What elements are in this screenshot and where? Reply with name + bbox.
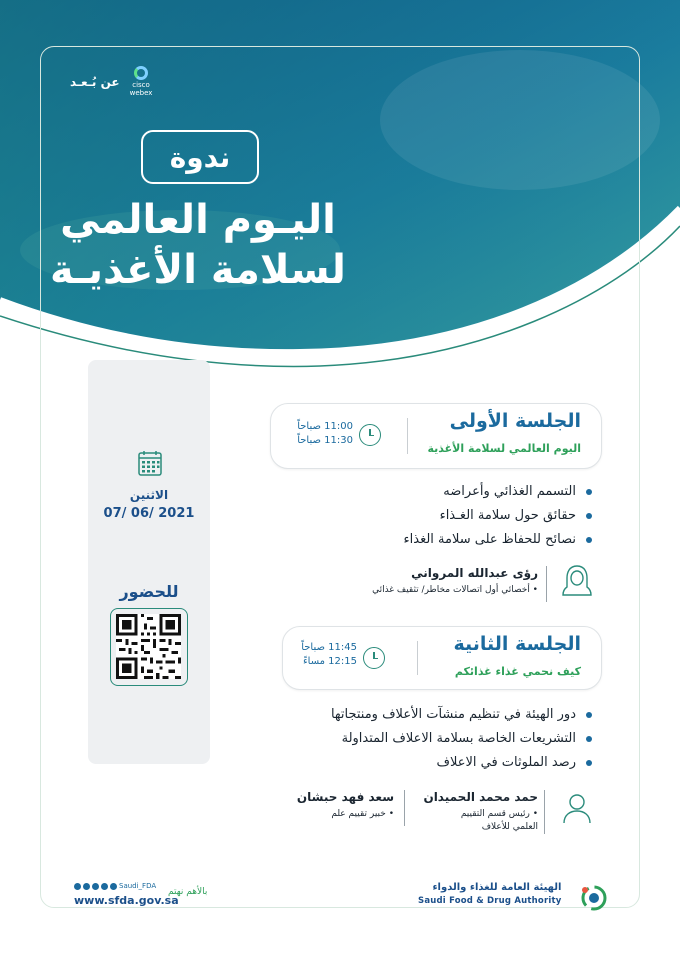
webex-cisco-text: cisco	[132, 81, 150, 89]
topic-text: التشريعات الخاصة بسلامة الاعلاف المتداولة	[341, 731, 576, 746]
title-line-2: لسلامة الأغذيـة	[50, 247, 346, 293]
speaker-1-name: رؤى عبدالله المرواني	[411, 566, 538, 580]
instagram-icon[interactable]	[83, 883, 90, 890]
session-2-time	[287, 641, 357, 669]
session-1-topics	[404, 480, 592, 552]
topic-text: نصائح للحفاظ على سلامة الغذاء	[403, 532, 576, 547]
qr-code-icon	[116, 614, 181, 679]
session-1-card	[270, 403, 602, 469]
list-item	[331, 703, 592, 727]
twitter-icon[interactable]	[74, 883, 81, 890]
list-item	[404, 480, 592, 504]
bullet-icon	[586, 489, 592, 495]
social-handle[interactable]: Saudi_FDA	[119, 882, 157, 890]
slogan: بالأهم نهتم	[168, 887, 208, 897]
session-1-divider	[407, 418, 408, 454]
session-2-clock-icon	[363, 647, 385, 669]
youtube-icon[interactable]	[92, 883, 99, 890]
speaker-2a-name: حمد محمد الحميدان	[423, 790, 538, 804]
bullet-icon	[586, 712, 592, 718]
topic-text: رصد الملوثات في الاعلاف	[436, 755, 576, 770]
webex-ring-icon	[134, 66, 148, 80]
session-2-topics	[331, 703, 592, 775]
sfda-logo-icon	[580, 884, 608, 912]
attend-label: للحضور	[119, 582, 179, 601]
session-1-subtitle: اليوم العالمي لسلامة الأغذية	[427, 442, 581, 455]
speaker-2a-role-line2: العلمي للأعلاف	[481, 822, 538, 832]
calendar-icon	[138, 450, 162, 476]
speaker-1-separator	[546, 566, 547, 602]
snapchat-icon[interactable]	[110, 883, 117, 890]
session-2-divider	[417, 641, 418, 675]
authority-name-ar: الهيئة العامة للغذاء والدواء	[432, 882, 562, 893]
event-info-panel	[88, 360, 210, 764]
speaker-2b-name: سعد فهد حبشان	[296, 790, 394, 804]
speaker-2b-role: • خبير تقييم علم	[331, 809, 394, 819]
social-links[interactable]	[74, 882, 179, 890]
speaker-2a	[423, 790, 538, 834]
facebook-icon[interactable]	[101, 883, 108, 890]
authority-name	[418, 882, 561, 906]
webex-name-text: webex	[129, 89, 153, 97]
session-1-start-time: 11:00 صباحاً	[297, 421, 353, 432]
speaker-2a-role-line1: • رئيس قسم التقييم	[460, 809, 538, 819]
event-day: الاثنين	[129, 488, 169, 502]
session-1-clock-icon	[359, 424, 381, 446]
female-speaker-avatar-icon	[560, 563, 594, 597]
footer-contact	[74, 882, 179, 907]
speaker-2b	[297, 790, 394, 821]
topic-text: دور الهيئة في تنظيم منشآت الأعلاف ومنتجاتها	[330, 707, 576, 722]
topic-text: التسمم الغذائي وأعراضه	[443, 484, 576, 499]
bullet-icon	[586, 760, 592, 766]
session-1-end-time: 11:30 صباحاً	[297, 435, 353, 446]
bullet-icon	[586, 537, 592, 543]
speaker-1-role: • أخصائي أول اتصالات مخاطر/ تثقيف غذائي	[372, 585, 538, 595]
event-date: 07/ 06/ 2021	[103, 506, 195, 521]
seminar-badge-text: ندوة	[169, 140, 231, 174]
qr-code[interactable]	[110, 608, 188, 686]
website-link[interactable]: www.sfda.gov.sa	[74, 894, 179, 907]
list-item	[404, 504, 592, 528]
footer	[0, 870, 680, 920]
male-speaker-avatar-icon	[560, 790, 594, 824]
remote-label: عن بُـعـد	[70, 74, 120, 89]
session-2-subtitle: كيف نحمي غذاء غذائكم	[454, 665, 581, 678]
bullet-icon	[586, 736, 592, 742]
webex-logo	[130, 66, 153, 97]
session-2-start-time: 11:45 صباحاً	[301, 642, 357, 653]
title-line-1: اليـوم العالمي	[60, 197, 336, 243]
session-2-card	[282, 626, 602, 690]
list-item	[404, 528, 592, 552]
session-1-time	[281, 420, 353, 448]
list-item	[331, 751, 592, 775]
seminar-badge	[141, 130, 259, 184]
speaker-1	[372, 566, 538, 597]
top-logos	[70, 66, 152, 97]
topic-text: حقائق حول سلامة الغـذاء	[439, 508, 576, 523]
speaker-2a-separator	[544, 790, 545, 834]
poster-title	[48, 196, 348, 296]
authority-name-en: Saudi Food & Drug Authority	[418, 896, 562, 906]
list-item	[331, 727, 592, 751]
session-1-title: الجلسة الأولى	[449, 410, 581, 432]
speaker-2a-role	[423, 808, 538, 834]
session-2-title: الجلسة الثانية	[453, 633, 581, 655]
session-2-end-time: 12:15 مساءً	[302, 656, 357, 667]
speaker-2b-separator	[404, 790, 405, 826]
bullet-icon	[586, 513, 592, 519]
